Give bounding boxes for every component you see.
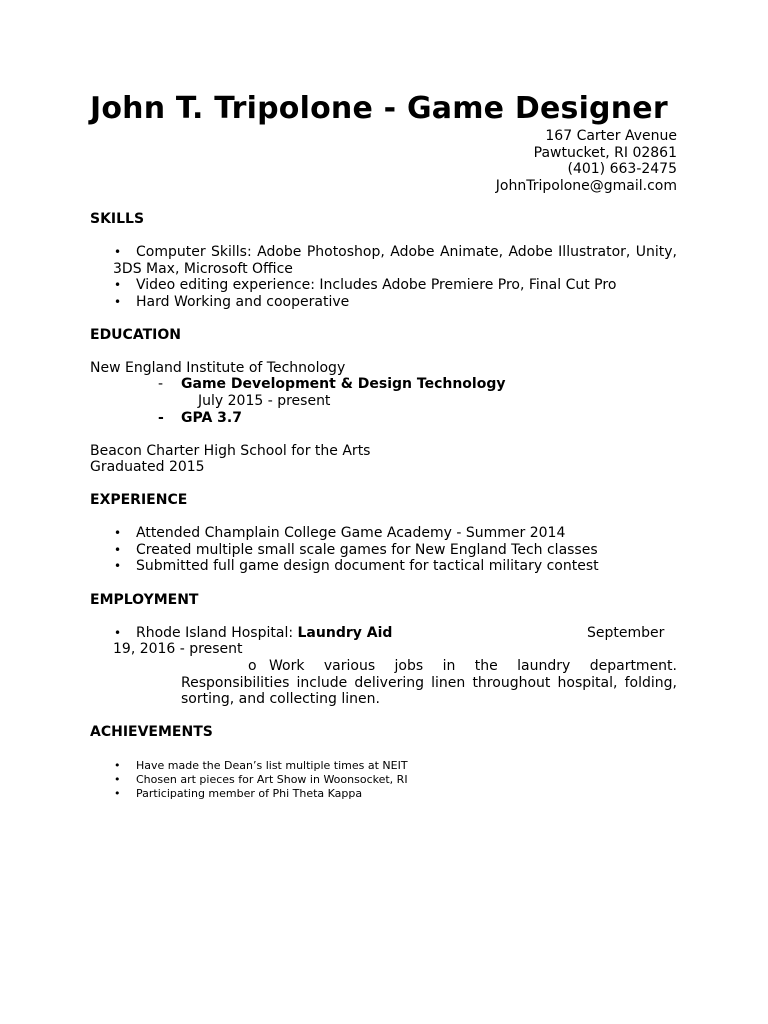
email-address: JohnTripolone@gmail.com <box>495 178 677 194</box>
achievements-heading: ACHIEVEMENTS <box>90 724 213 740</box>
employment-start-date: September <box>587 625 665 641</box>
skills-item-1-line-2: 3DS Max, Microsoft Office <box>113 261 293 277</box>
skills-item-1-line-1: Computer Skills: Adobe Photoshop, Adobe Animate, Adobe Illustrator, Unity, <box>136 244 677 260</box>
page-title: John T. Tripolone - Game Designer <box>90 91 668 126</box>
bullet-icon: • <box>114 787 121 800</box>
achievement-item-3: Participating member of Phi Theta Kappa <box>136 787 363 800</box>
bullet-icon: • <box>114 295 122 309</box>
bullet-icon: • <box>114 526 122 540</box>
job-description-line-1: Work various jobs in the laundry department. <box>269 658 677 674</box>
bullet-icon: • <box>114 773 121 786</box>
experience-heading: EXPERIENCE <box>90 492 188 508</box>
skills-heading: SKILLS <box>90 211 145 227</box>
employer-name: Rhode Island Hospital: <box>136 625 298 641</box>
gpa-value: GPA 3.7 <box>181 410 242 426</box>
bullet-icon: • <box>114 278 122 292</box>
achievement-item-1: Have made the Dean’s list multiple times at NEIT <box>136 759 408 772</box>
sub-bullet-icon: o <box>248 658 257 674</box>
job-description-line-2: Responsibilities include delivering linen throughout hospital, folding, <box>181 675 677 691</box>
employment-entry <box>136 625 392 642</box>
graduation-year: Graduated 2015 <box>90 459 205 475</box>
job-title: Laundry Aid <box>297 625 393 641</box>
experience-item-2: Created multiple small scale games for New England Tech classes <box>136 542 598 558</box>
experience-item-3: Submitted full game design document for tactical military contest <box>136 558 599 574</box>
dash-marker: - <box>158 410 164 426</box>
bullet-icon: • <box>114 543 122 557</box>
bullet-icon: • <box>114 559 122 573</box>
skills-item-3: Hard Working and cooperative <box>136 294 350 310</box>
employment-heading: EMPLOYMENT <box>90 592 199 608</box>
bullet-icon: • <box>114 245 122 259</box>
school-name-1: New England Institute of Technology <box>90 360 346 376</box>
dash-marker: - <box>158 376 164 392</box>
achievement-item-2: Chosen art pieces for Art Show in Woonsocket, RI <box>136 773 408 786</box>
phone-number: (401) 663-2475 <box>567 161 677 177</box>
job-description-line-3: sorting, and collecting linen. <box>181 691 380 707</box>
bullet-icon: • <box>114 759 121 772</box>
address-line-1: 167 Carter Avenue <box>545 128 677 144</box>
employment-date-continued: 19, 2016 - present <box>113 641 243 657</box>
address-line-2: Pawtucket, RI 02861 <box>533 145 677 161</box>
skills-item-2: Video editing experience: Includes Adobe Premiere Pro, Final Cut Pro <box>136 277 617 293</box>
bullet-icon: • <box>114 626 122 640</box>
program-dates: July 2015 - present <box>198 393 331 409</box>
school-name-2: Beacon Charter High School for the Arts <box>90 443 371 459</box>
program-name: Game Development & Design Technology <box>181 376 506 392</box>
education-heading: EDUCATION <box>90 327 181 343</box>
experience-item-1: Attended Champlain College Game Academy - Summer 2014 <box>136 525 566 541</box>
